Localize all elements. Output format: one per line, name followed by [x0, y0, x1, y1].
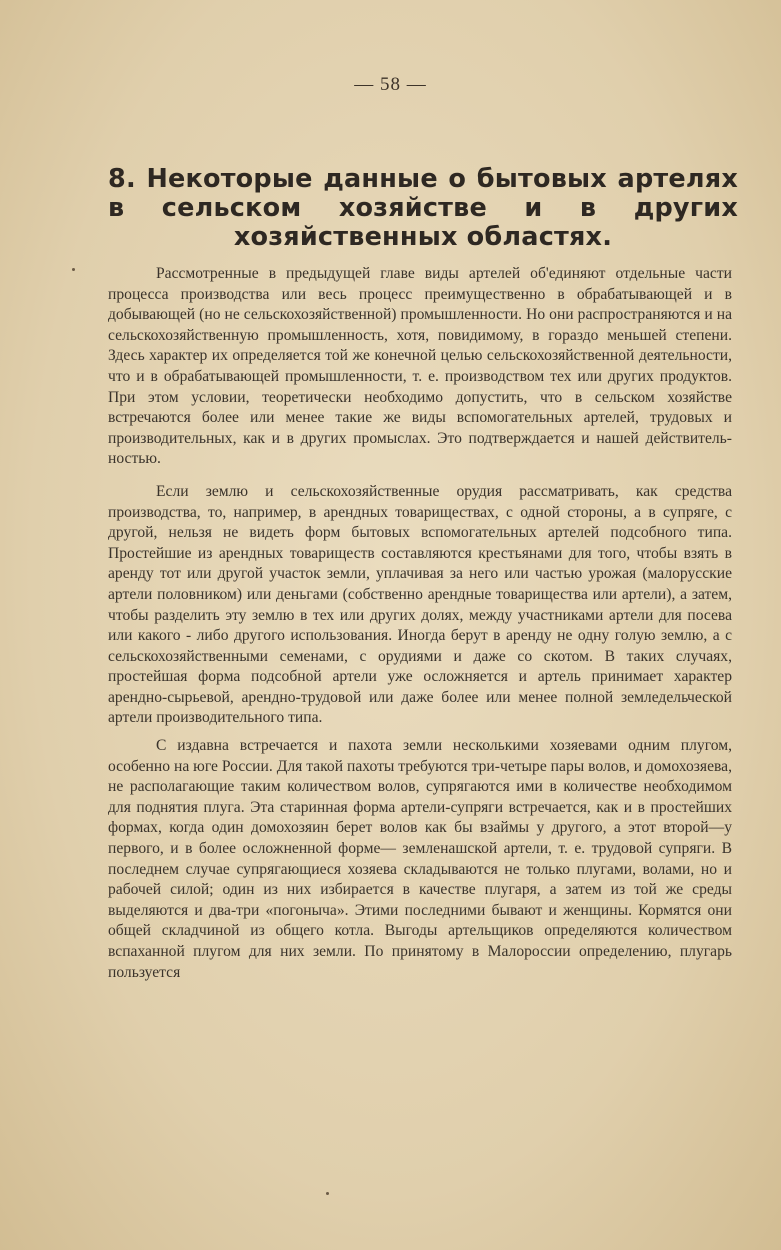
section-title: 8. Некоторые данные о бытовых артелях в сельском хозяйстве и в других хозяйственных областях.: [108, 164, 738, 252]
paragraph-2: Если землю и сельскохозяйственные орудия рассматривать, как средства производства, то, например, в арендных товариществах, с одной стороны, а в супряге, с другой, нельзя не видеть форм бытовых вспомогательных артелей подсобного типа. Простейшие из арендных товариществ составляются крестьянами для того, чтобы взять в аренду тот или другой участок земли, уплачивая за него или частью урожая (малорусские артели половником) или деньгами (собственно арендные товарищества или артели), а затем, чтобы разделить эту землю в тех или других долях, между участниками артели для посева или какого - либо другого использования. Иногда берут в аренду не одну голую землю, а с сельскохозяйственными семенами, с орудиями и даже со скотом. В таких случаях, простейшая форма подсобной артели уже осложняется и артель принимает характер арендно-сырьевой, арендно-трудовой или даже более или менее полной земледельческой артели производительного типа.: [108, 482, 732, 727]
page-number: — 58 —: [354, 74, 427, 95]
paragraph-1: Рассмотренные в предыдущей главе виды артелей об'единяют отдельные части процесса производства или весь процесс преимущественно в обрабатывающей и в добывающей (но не сельскохозяйственной) промышленности. Но они распространяются и на сельскохозяйственную промышленность, хотя, повидимому, в гораздо меньшей степени. Здесь характер их определяется той же конечной целью сельскохозяйственной деятельности, что и в обрабатывающей промышленности, т. е. производством тех или других продуктов. При этом условии, теоретически необходимо допустить, что в сельском хозяйстве встречаются более или менее такие же виды вспомогательных артелей, трудовых и производительных, как и в других промыслах. Это подтверждается и нашей действительностью.: [108, 265, 732, 468]
paper-speck: [72, 268, 75, 271]
paragraph-3: С издавна встречается и пахота земли несколькими хозяевами одним плугом, особенно на юге России. Для такой пахоты требуются три-четыре пары волов, и домохозяева, не располагающие таким количеством волов, супрягаются ими в количестве необходимом для поднятия плуга. Эта старинная форма артели-супряги встречается, как и в простейших формах, когда один домохозяин берет волов как бы взаймы у другого, а этот второй—у первого, и в более осложненной форме— земленашской артели, т. е. трудовой супряги. В последнем случае супрягающиеся хозяева складываются не только плугами, волами, но и рабочей силой; один из них избирается в качестве плугаря, а затем из той же среды выделяются и два-три «погоныча». Этими последними бывают и женщины. Кормятся они общей складчиной из общего котла. Выгоды артельщиков определяются количеством вспаханной плугом для них земли. По принятому в Малороссии определению, плугарь пользуется: [108, 737, 732, 981]
body-text: [108, 264, 732, 983]
paper-speck: [326, 1192, 329, 1195]
